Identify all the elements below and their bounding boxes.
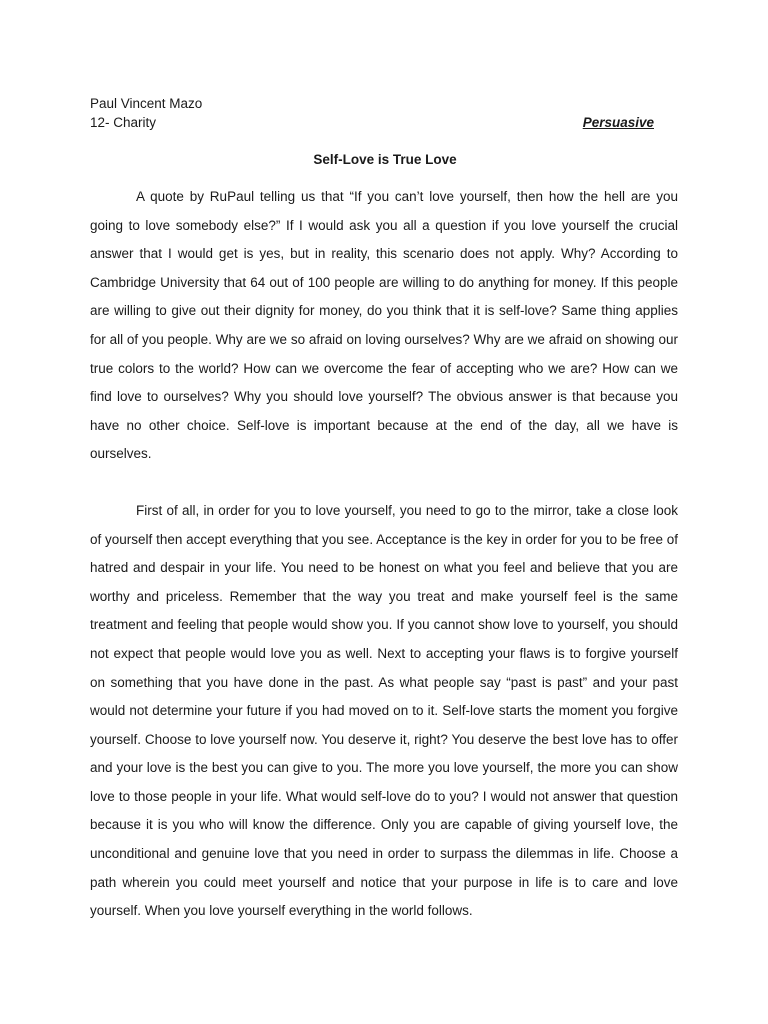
- document-title: Self-Love is True Love: [313, 152, 457, 167]
- section-label: 12- Charity: [90, 115, 157, 130]
- document-body: [90, 183, 678, 926]
- paragraph-1: A quote by RuPaul telling us that “If you can’t love yourself, then how the hell are you going to love somebody else?” If I would ask you all a question if you love yourself the crucial answer that I would get is yes, but in reality, this scenario does not apply. Why? According to Cambridge University that 64 out of 100 people are willing to do anything for money. If this people are willing to give out their dignity for money, do you think that it is self-love? Same thing applies for all of you people. Why are we so afraid on loving ourselves? Why are we afraid on showing our true colors to the world? How can we overcome the fear of accepting who we are? How can we find love to ourselves? Why you should love yourself? The obvious answer is that because you have no other choice. Self-love is important because at the end of the day, all we have is ourselves.: [90, 189, 678, 462]
- document-header: [90, 94, 680, 132]
- document-type-label: Persuasive: [582, 115, 654, 130]
- paragraph-2: First of all, in order for you to love yourself, you need to go to the mirror, take a close look of yourself then accept everything that you see. Acceptance is the key in order for you to be free of hatred and despair in your life. You need to be honest on what you feel and believe that you are worthy and priceless. Remember that the way you treat and make yourself feel is the same treatment and feeling that people would show you. If you cannot show love to yourself, you should not expect that people would love you as well. Next to accepting your flaws is to forgive yourself on something that you have done in the past. As what people say “past is past” and your past would not determine your future if you had moved on to it. Self-love starts the moment you forgive yourself. Choose to love yourself now. You deserve it, right? You deserve the best love has to offer and your love is the best you can give to you. The more you love yourself, the more you can show love to those people in your life. What would self-love do to you? I would not answer that question because it is you who will know the difference. Only you are capable of giving yourself love, the unconditional and genuine love that you need in order to surpass the dilemmas in life. Choose a path wherein you could meet yourself and notice that your purpose in life is to care and love yourself. When you love yourself everything in the world follows.: [90, 502, 678, 919]
- author-name: Paul Vincent Mazo: [90, 96, 203, 111]
- header-row: [90, 113, 680, 132]
